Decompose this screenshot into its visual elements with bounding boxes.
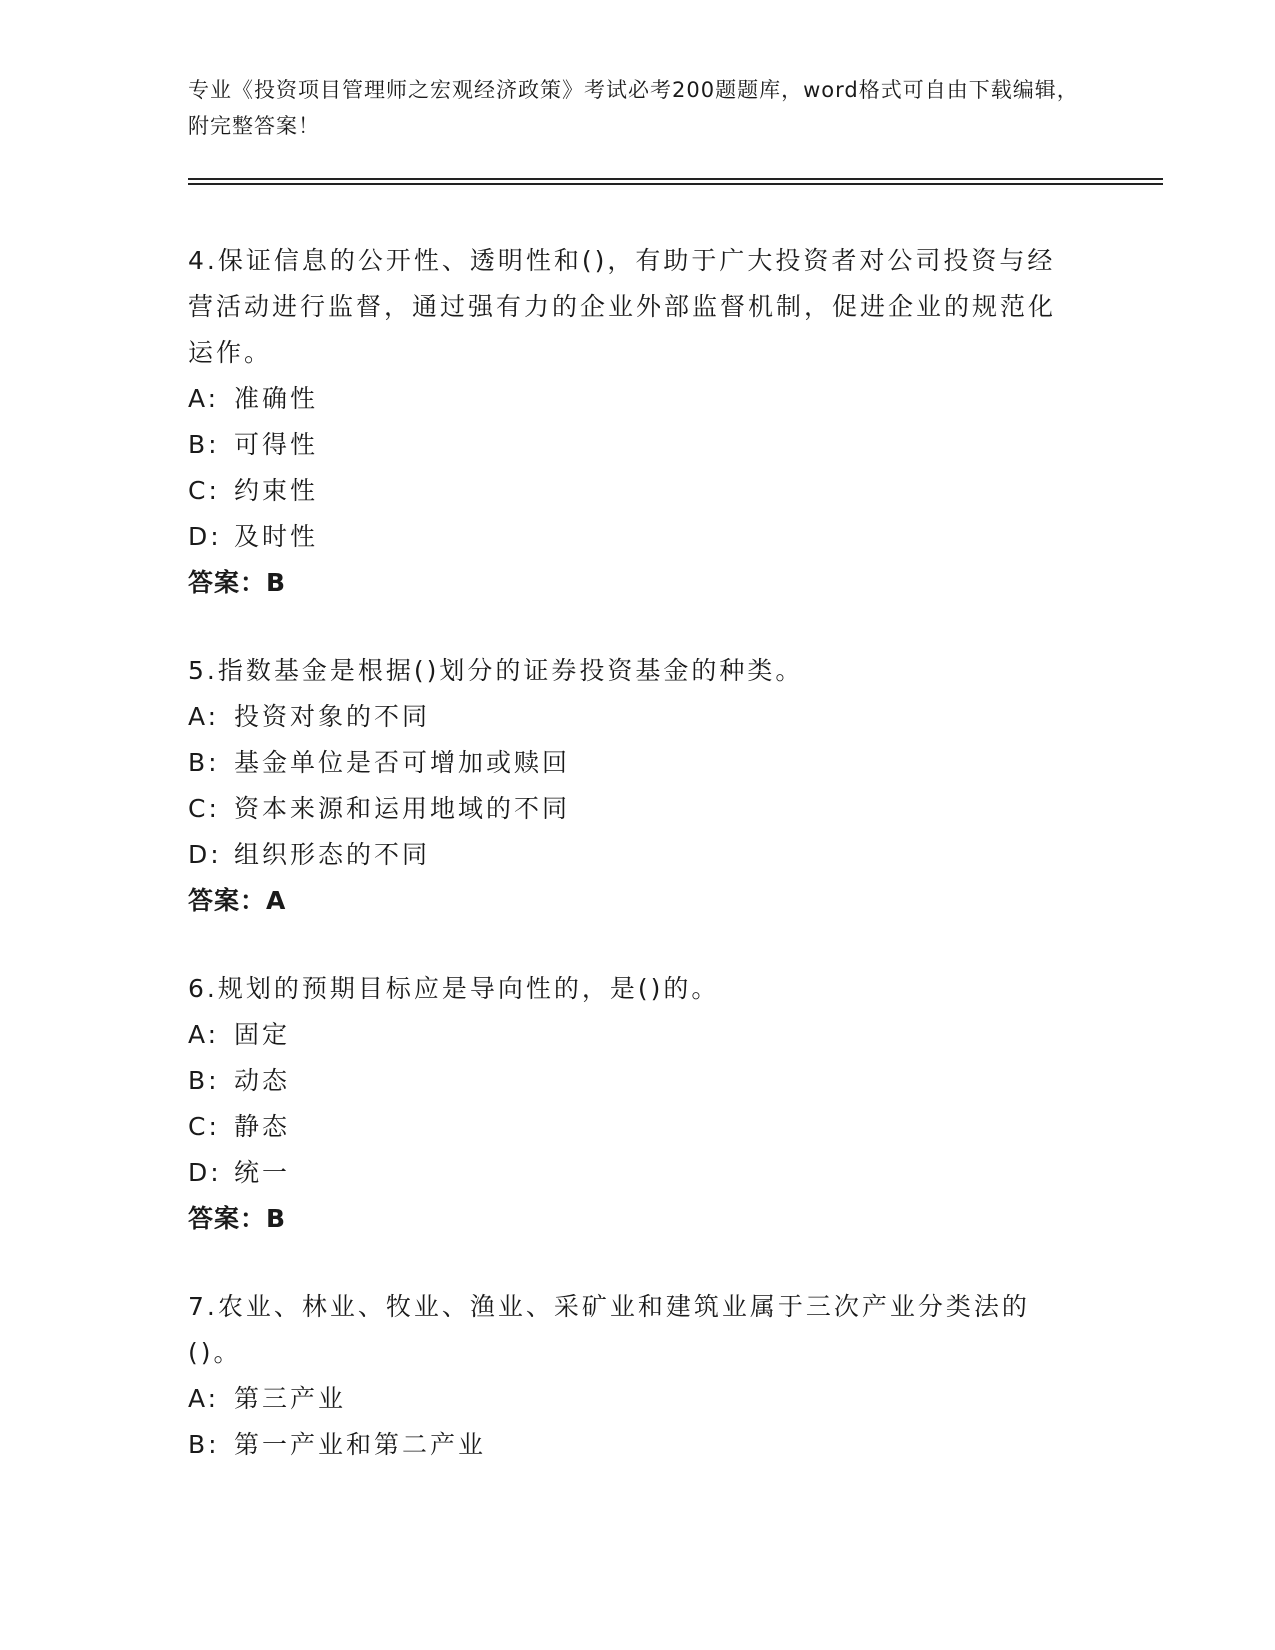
option-key: C:: [188, 794, 220, 823]
option-b: [188, 1422, 1068, 1468]
question-stem: 5.指数基金是根据()划分的证券投资基金的种类。: [188, 656, 804, 685]
option-key: C:: [188, 1112, 220, 1141]
option-text: 基金单位是否可增加或赎回: [234, 748, 571, 777]
option-text: 约束性: [234, 476, 319, 505]
header-divider-top: [188, 178, 1163, 180]
option-text: 组织形态的不同: [234, 840, 431, 869]
question-7: [188, 1284, 1068, 1468]
option-d: [188, 832, 1068, 878]
option-d: [188, 514, 1068, 560]
option-text: 动态: [234, 1066, 291, 1095]
option-key: A:: [188, 1384, 220, 1413]
option-text: 准确性: [234, 384, 319, 413]
option-text: 资本来源和运用地域的不同: [234, 794, 571, 823]
answer-line: 答案：A: [188, 886, 287, 915]
option-text: 投资对象的不同: [234, 702, 431, 731]
option-text: 及时性: [234, 522, 319, 551]
option-a: [188, 376, 1068, 422]
option-key: C:: [188, 476, 220, 505]
question-stem: 7.农业、林业、牧业、渔业、采矿业和建筑业属于三次产业分类法的()。: [188, 1292, 1030, 1367]
option-b: [188, 740, 1068, 786]
question-4: [188, 238, 1068, 606]
question-stem: 6.规划的预期目标应是导向性的，是()的。: [188, 974, 720, 1003]
answer-line: 答案：B: [188, 1204, 287, 1233]
option-key: D:: [188, 522, 222, 551]
option-text: 统一: [234, 1158, 291, 1187]
answer-line: 答案：B: [188, 568, 287, 597]
option-text: 静态: [234, 1112, 291, 1141]
option-a: [188, 1012, 1068, 1058]
option-a: [188, 1376, 1068, 1422]
option-text: 第三产业: [234, 1384, 347, 1413]
option-key: B:: [188, 1066, 220, 1095]
option-key: D:: [188, 1158, 222, 1187]
option-key: A:: [188, 702, 220, 731]
question-5: [188, 648, 1068, 924]
option-key: B:: [188, 748, 220, 777]
option-d: [188, 1150, 1068, 1196]
option-key: B:: [188, 1430, 220, 1459]
header-divider-bottom: [188, 183, 1163, 185]
option-key: D:: [188, 840, 222, 869]
option-text: 可得性: [234, 430, 319, 459]
option-key: B:: [188, 430, 220, 459]
option-text: 固定: [234, 1020, 291, 1049]
document-header-title: 专业《投资项目管理师之宏观经济政策》考试必考200题题库，word格式可自由下载编辑，附完整答案！: [188, 78, 1079, 138]
option-c: [188, 786, 1068, 832]
question-stem: 4.保证信息的公开性、透明性和()，有助于广大投资者对公司投资与经营活动进行监督，通过强有力的企业外部监督机制，促进企业的规范化运作。: [188, 246, 1057, 367]
option-key: A:: [188, 384, 220, 413]
option-b: [188, 422, 1068, 468]
option-key: A:: [188, 1020, 220, 1049]
option-c: [188, 468, 1068, 514]
option-text: 第一产业和第二产业: [234, 1430, 487, 1459]
question-list: [188, 238, 1068, 1510]
question-6: [188, 966, 1068, 1242]
option-c: [188, 1104, 1068, 1150]
option-a: [188, 694, 1068, 740]
option-b: [188, 1058, 1068, 1104]
